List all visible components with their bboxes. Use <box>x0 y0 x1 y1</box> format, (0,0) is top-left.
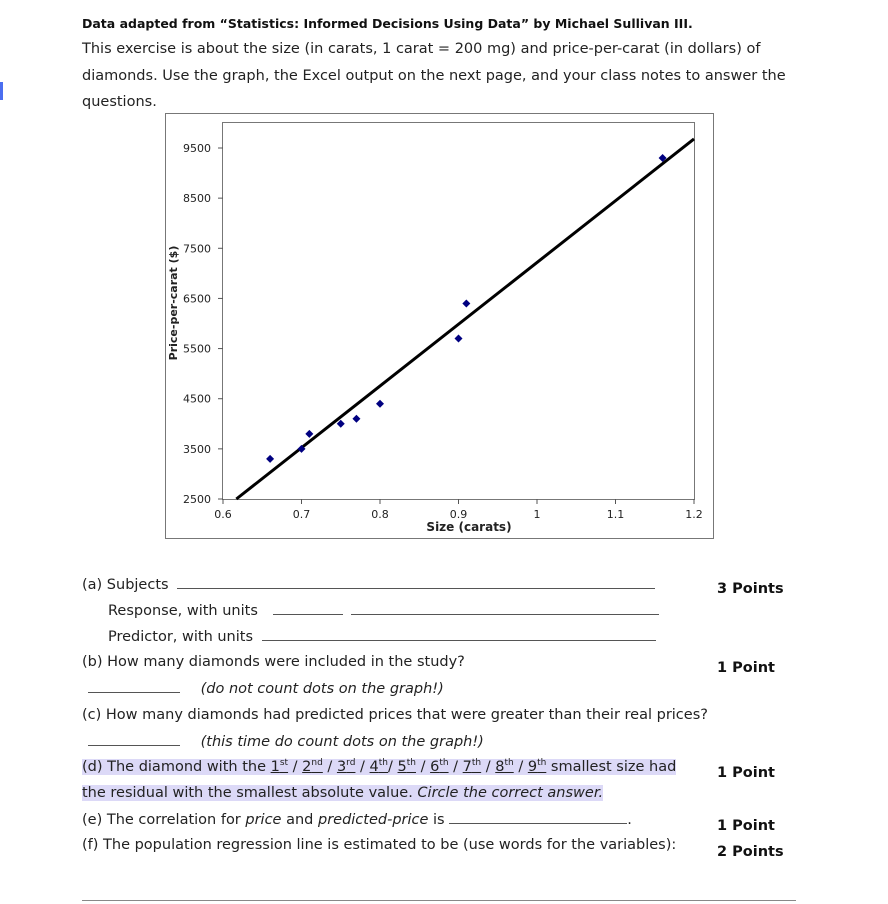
question-e-prefix: (e) The correlation for <box>82 812 246 828</box>
question-e-is: is <box>428 812 450 828</box>
ordinal-option-7[interactable] <box>463 759 481 775</box>
question-b: (b) How many diamonds were included in the study? <box>82 654 465 670</box>
question-d <box>82 759 676 775</box>
points-f: 2 Points <box>717 844 784 860</box>
question-c-note: (this time do count dots on the graph!) <box>200 734 484 750</box>
ordinal-suffix: st <box>279 758 289 769</box>
ordinal-option-2[interactable] <box>302 759 323 775</box>
ordinal-separator: / <box>322 759 337 775</box>
question-b-answer-line <box>88 680 444 697</box>
ordinal-number: 5 <box>397 759 407 775</box>
question-d-prefix: (d) The diamond with the <box>82 759 271 775</box>
question-e-and: and <box>281 812 318 828</box>
ordinal-separator: / <box>355 759 370 775</box>
question-a-predictor <box>108 628 656 645</box>
y-tick-label: 3500 <box>183 442 211 456</box>
question-d-suffix: smallest size had <box>546 759 677 775</box>
ordinal-number: 9 <box>527 759 538 775</box>
x-tick-label: 1.2 <box>685 508 703 521</box>
ordinal-option-1[interactable] <box>271 759 288 775</box>
ordinal-suffix: th <box>439 758 449 769</box>
ordinal-suffix: rd <box>346 758 356 769</box>
ordinal-option-6[interactable] <box>430 759 448 775</box>
ordinal-option-4[interactable] <box>370 759 388 775</box>
source-citation: Data adapted from “Statistics: Informed Decisions Using Data” by Michael Sullivan III. <box>82 16 693 31</box>
response-label: Response, with units <box>108 603 258 619</box>
question-e-price: price <box>245 812 282 828</box>
answer-line-f[interactable] <box>82 900 796 901</box>
ordinal-separator: / <box>388 759 398 775</box>
y-tick-label: 9500 <box>183 142 211 155</box>
y-tick-label: 2500 <box>183 493 211 506</box>
answer-blank-response-units[interactable] <box>273 602 343 615</box>
ordinal-separator: / <box>448 759 463 775</box>
ordinal-option-3[interactable] <box>337 759 356 775</box>
answer-blank-subjects[interactable] <box>177 576 655 589</box>
ordinal-number: 6 <box>430 759 440 775</box>
ordinal-separator: / <box>481 759 496 775</box>
question-a <box>82 576 655 593</box>
question-e <box>82 811 632 828</box>
y-tick-label: 5500 <box>183 342 211 356</box>
ordinal-number: 8 <box>495 759 505 775</box>
ordinal-suffix: th <box>504 758 514 769</box>
x-tick-label: 1.1 <box>606 508 625 521</box>
y-tick-label: 8500 <box>183 192 211 206</box>
left-margin-marker <box>0 82 3 100</box>
question-f: (f) The population regression line is estimated to be (use words for the variables): <box>82 837 677 853</box>
answer-blank-b[interactable] <box>88 680 180 693</box>
answer-blank-response[interactable] <box>351 602 659 615</box>
ordinal-option-5[interactable] <box>398 759 416 775</box>
question-b-note: (do not count dots on the graph!) <box>200 681 444 697</box>
answer-blank-e[interactable] <box>449 811 627 824</box>
answer-blank-c[interactable] <box>88 733 180 746</box>
question-d-instruction: Circle the correct answer. <box>417 785 604 801</box>
y-axis-label: Price-per-carat ($) <box>167 245 180 361</box>
ordinal-number: 4 <box>369 759 379 775</box>
question-a-label: (a) Subjects <box>82 577 169 593</box>
y-tick-label: 6500 <box>183 292 211 306</box>
ordinal-separator: / <box>415 759 431 775</box>
question-d-line2-text: the residual with the smallest absolute value. <box>82 785 418 801</box>
ordinal-separator: / <box>288 759 303 775</box>
x-tick-label: 0.6 <box>214 508 232 521</box>
x-tick-label: 0.9 <box>449 508 468 521</box>
ordinal-option-9[interactable] <box>528 759 546 775</box>
ordinal-suffix: th <box>378 758 389 769</box>
scatter-chart <box>165 113 714 539</box>
question-e-predicted-price: predicted-price <box>317 812 429 828</box>
x-axis-label: Size (carats) <box>426 520 512 534</box>
x-tick-label: 0.8 <box>371 508 389 521</box>
points-b: 1 Point <box>717 660 775 676</box>
ordinal-number: 2 <box>302 759 312 775</box>
points-e: 1 Point <box>717 818 775 834</box>
question-d-line2 <box>82 785 603 801</box>
answer-blank-predictor[interactable] <box>262 628 656 641</box>
y-tick-label: 7500 <box>183 242 211 256</box>
ordinal-suffix: th <box>537 758 547 769</box>
y-tick-label: 4500 <box>183 392 211 406</box>
ordinal-number: 3 <box>336 759 347 775</box>
question-c: (c) How many diamonds had predicted prices that were greater than their real prices? <box>82 707 708 723</box>
question-a-response <box>108 602 659 619</box>
x-tick-label: 1 <box>533 508 541 521</box>
ordinal-option-8[interactable] <box>495 759 513 775</box>
ordinal-suffix: nd <box>311 758 323 769</box>
ordinal-separator: / <box>513 759 528 775</box>
intro-paragraph: This exercise is about the size (in carats, 1 carat = 200 mg) and price-per-carat (in dollars) of diamonds. Use the graph, the Excel output on the next page, and your class notes to answer the questions. <box>82 41 786 110</box>
points-a: 3 Points <box>717 581 784 597</box>
plot-area <box>223 123 695 500</box>
ordinal-suffix: th <box>471 758 482 769</box>
question-e-period: . <box>627 812 632 828</box>
question-c-answer-line <box>88 733 484 750</box>
x-tick-label: 0.7 <box>292 508 311 521</box>
question-d-line1 <box>82 759 676 775</box>
points-d: 1 Point <box>717 765 775 781</box>
ordinal-number: 7 <box>462 759 472 775</box>
ordinal-suffix: th <box>406 758 416 769</box>
predictor-label: Predictor, with units <box>108 629 254 645</box>
ordinal-number: 1 <box>270 759 280 775</box>
